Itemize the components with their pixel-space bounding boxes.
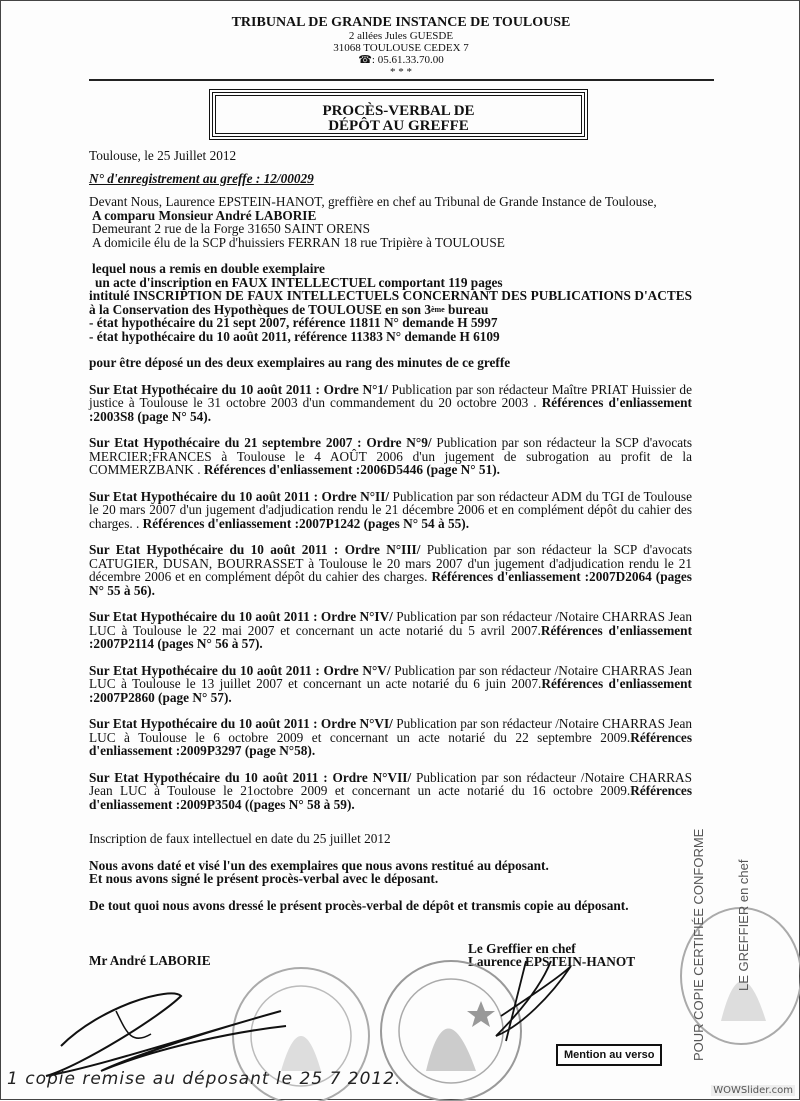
etat-2: - état hypothécaire du 10 août 2011, référence 11383 N° demande H 6109 [89,328,500,344]
letterhead [1,17,800,78]
entry-reference: Références d'enliassement :2009P3297 (page N°58). [89,729,692,758]
deposit-line-3: intitulé INSCRIPTION DE FAUX INTELLECTUELS CONCERNANT DES PUBLICATIONS D'ACTES à la Conservation des Hypothèques de TOULOUSE en son 3ème bureau [89,288,692,317]
entry-reference: Références d'enliassement :2007P2860 (page N° 57). [89,676,692,705]
entry-lead: Sur Etat Hypothécaire du 10 août 2011 : Ordre N°VI/ [89,716,393,731]
entry-text: Publication par son rédacteur /Notaire CHARRAS Jean LUC à Toulouse le 6 octobre 2009 et concernant un acte notarié du 22 septembre 2009. [89,716,692,745]
deposit-line-1: lequel nous a remis en double exemplaire [92,261,325,276]
publication-entry [89,383,692,424]
header-divider [89,79,714,81]
signatory-left: Mr André LABORIE [89,953,211,968]
court-name: TRIBUNAL DE GRANDE INSTANCE DE TOULOUSE [231,15,571,30]
court-address-1: 2 allées Jules GUESDE [348,30,454,42]
certified-copy-stamp: POUR COPIE CERTIFIÉE CONFORME [691,828,706,1061]
greffier-stamp: LE GREFFIER en chef [736,859,751,991]
intro-domicile: A domicile élu de la SCP d'huissiers FERRAN 18 rue Tripière à TOULOUSE [92,234,505,250]
entry-lead: Sur Etat Hypothécaire du 10 août 2011 : Ordre N°V/ [89,662,391,678]
publication-entry [89,610,692,651]
deposit-purpose: pour être déposé un des deux exemplaires au rang des minutes de ce greffe [89,355,511,370]
publication-entry [89,664,692,705]
handwritten-note: 1 copie remise au déposant le 25 7 2012. [7,1069,402,1089]
closing-signe: Et nous avons signé le présent procès-verbal avec le déposant. [89,871,439,886]
entry-lead: Sur Etat Hypothécaire du 10 août 2011 : Ordre N°1/ [89,381,388,397]
publication-entries [89,383,692,812]
publication-entry [89,490,692,531]
entry-lead: Sur Etat Hypothécaire du 10 août 2011 : Ordre N°II/ [89,488,390,504]
entry-lead: Sur Etat Hypothécaire du 10 août 2011 : Ordre N°III/ [89,542,421,557]
entry-reference: Références d'enliassement :2009P3504 ((pages N° 58 à 59). [89,783,692,812]
entry-reference: Références d'enliassement :2007P2114 (pages N° 56 à 57). [89,622,692,651]
publication-entry [89,771,692,812]
mention-au-verso-stamp: Mention au verso [556,1044,662,1066]
intro-demeurant: Demeurant 2 rue de la Forge 31650 SAINT ORENS [92,221,370,236]
publication-entry [89,717,692,758]
publication-entry [89,436,692,477]
registration-number: N° d'enregistrement au greffe : 12/00029 [89,170,314,186]
inscription-date: Inscription de faux intellectuel en date du 25 juillet 2012 [89,831,391,846]
entry-reference: Références d'enliassement :2007P1242 (pages N° 54 à 55). [142,515,470,531]
entry-lead: Sur Etat Hypothécaire du 10 août 2011 : Ordre N°VII/ [89,769,412,785]
entry-text: Publication par son rédacteur la SCP d'avocats CATUGIER, DUSAN, BOURRASSET à Toulouse le 20 mars 2007 d'un jugement d'adjudication rendu le 21 décembre 2006 et en complément dépôt du cahier des charges. [89,542,692,584]
intro-devant: Devant Nous, Laurence EPSTEIN-HANOT, greffière en chef au Tribunal de Grande Instance de Toulouse, [89,194,657,209]
date-line: Toulouse, le 25 Juillet 2012 [89,148,237,163]
publication-entry [89,543,692,597]
entry-lead: Sur Etat Hypothécaire du 21 septembre 2007 : Ordre N°9/ [89,435,432,450]
entry-text: Publication par son rédacteur Maître PRIAT Huissier de justice à Toulouse le 31 octobre 2003 d'un commandement du 20 octobre 2003 . [89,381,692,410]
entry-reference: Références d'enliassement :2006D5446 (page N° 51). [203,462,500,477]
entry-lead: Sur Etat Hypothécaire du 10 août 2011 : Ordre N°IV/ [89,609,393,624]
document-body [89,149,692,912]
watermark: WOWSlider.com [713,1085,793,1096]
entry-reference: Références d'enliassement :2003S8 (page N° 54). [89,395,692,424]
greffier-title: Le Greffier en chef [468,941,576,956]
court-phone: ☎: 05.61.33.70.00 [358,54,444,66]
intro-comparu: A comparu Monsieur André LABORIE [92,207,317,223]
deposit-line-2: un acte d'inscription en FAUX INTELLECTUEL comportant 119 pages [95,274,503,290]
entry-text: Publication par son rédacteur ADM du TGI de Toulouse le 20 mars 2007 d'un jugement d'adjudication rendu le 21 décembre 2006 et en complément dépôt du cahier des charges. . [89,488,692,531]
entry-text: Publication par son rédacteur /Notaire CHARRAS Jean LUC à Toulouse le 21octobre 2009 et concernant un acte notarié du 16 octobre 2009. [89,769,693,798]
closing-date-vise: Nous avons daté et visé l'un des exemplaires que nous avons restitué au déposant. [89,857,549,873]
court-address-2: 31068 TOULOUSE CEDEX 7 [333,42,469,54]
etat-1: - état hypothécaire du 21 sept 2007, référence 11811 N° demande H 5997 [89,315,498,330]
letterhead-stars: * * * [390,66,412,78]
entry-text: Publication par son rédacteur /Notaire CHARRAS Jean LUC à Toulouse le 22 mai 2007 et concernant un acte notarié du 5 avril 2007. [89,609,692,638]
entry-text: Publication par son rédacteur la SCP d'avocats MERCIER;FRANCES à Toulouse le 4 AOÛT 2006 d'un jugement de subrogation au profit de la COMMERZBANK . [89,435,692,477]
signature-greffier [481,956,591,1046]
entry-text: Publication par son rédacteur /Notaire CHARRAS Jean LUC à Toulouse le 13 juillet 2007 et concernant un acte notarié du 6 juin 2007. [89,662,692,691]
title-line-1: PROCÈS-VERBAL DE [322,103,475,119]
closing-dresse: De tout quoi nous avons dressé le présent procès-verbal de dépôt et transmis copie au déposant. [89,897,629,913]
document-title [212,92,585,137]
entry-reference: Références d'enliassement :2007D2064 (pages N° 55 à 56). [89,569,692,598]
title-line-2: DÉPÔT AU GREFFE [328,118,469,134]
greffier-name: Laurence EPSTEIN-HANOT [468,954,636,969]
